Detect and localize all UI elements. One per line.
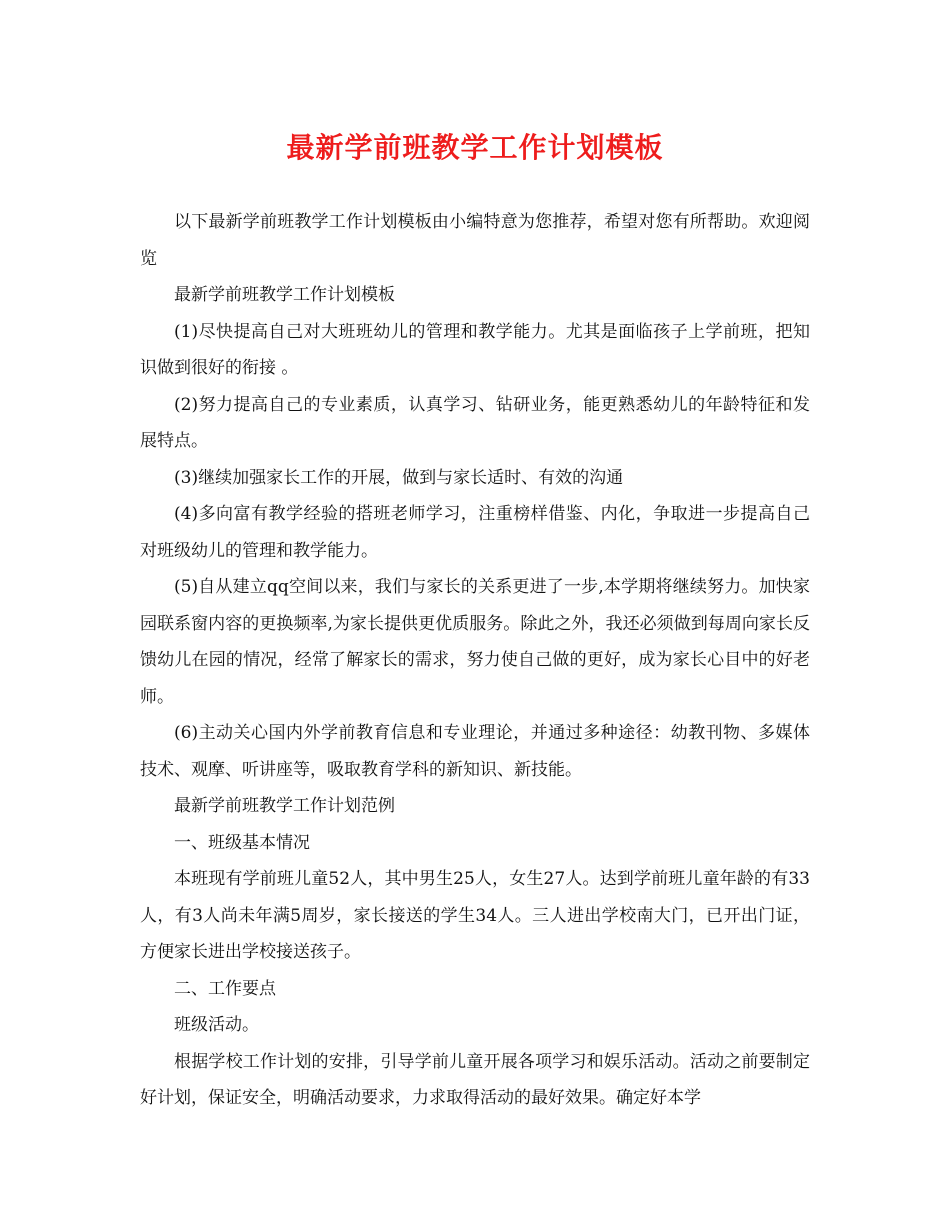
paragraph-item-5: (5)自从建立qq空间以来，我们与家长的关系更进了一步,本学期将继续努力。加快家园联系窗内容的更换频率,为家长提供更优质服务。除此之外，我还必须做到每周向家长反馈幼儿在园的情况，经常了解家长的需求，努力使自己做的更好，成为家长心目中的好老师。 <box>140 577 810 707</box>
paragraph-heading-example: 最新学前班教学工作计划范例 <box>174 796 395 816</box>
paragraph-item-1: (1)尽快提高自己对大班班幼儿的管理和教学能力。尤其是面临孩子上学前班，把知识做到很好的衔接 。 <box>140 321 810 378</box>
paragraph-item-3: (3)继续加强家长工作的开展，做到与家长适时、有效的沟通 <box>174 467 624 488</box>
paragraph-item-6: (6)主动关心国内外学前教育信息和专业理论，并通过多种途径：幼教刊物、多媒体技术、观摩、听讲座等，吸取教育学科的新知识、新技能。 <box>140 723 810 780</box>
paragraph-class-activities: 根据学校工作计划的安排，引导学前儿童开展各项学习和娱乐活动。活动之前要制定好计划，保证安全，明确活动要求，力求取得活动的最好效果。确定好本学 <box>140 1051 810 1108</box>
document-body <box>140 204 810 1117</box>
paragraph-heading-template: 最新学前班教学工作计划模板 <box>174 285 395 305</box>
paragraph-item-2: (2)努力提高自己的专业素质，认真学习、钻研业务，能更熟悉幼儿的年龄特征和发展特点。 <box>140 394 810 451</box>
paragraph-item-4: (4)多向富有教学经验的搭班老师学习，注重榜样借鉴、内化，争取进一步提高自己对班级幼儿的管理和教学能力。 <box>140 504 810 561</box>
paragraph-class-info: 本班现有学前班儿童52人，其中男生25人，女生27人。达到学前班儿童年龄的有33人，有3人尚未年满5周岁，家长接送的学生34人。三人进出学校南大门，已开出门证，方便家长进出学校接送孩子。 <box>140 869 810 962</box>
paragraph-intro: 以下最新学前班教学工作计划模板由小编特意为您推荐，希望对您有所帮助。欢迎阅览 <box>140 212 810 269</box>
subheading-class-activities: 班级活动。 <box>174 1015 259 1035</box>
section-heading-class-info: 一、班级基本情况 <box>174 832 310 853</box>
document-title: 最新学前班教学工作计划模板 <box>286 131 664 164</box>
section-heading-work-points: 二、工作要点 <box>174 978 276 999</box>
